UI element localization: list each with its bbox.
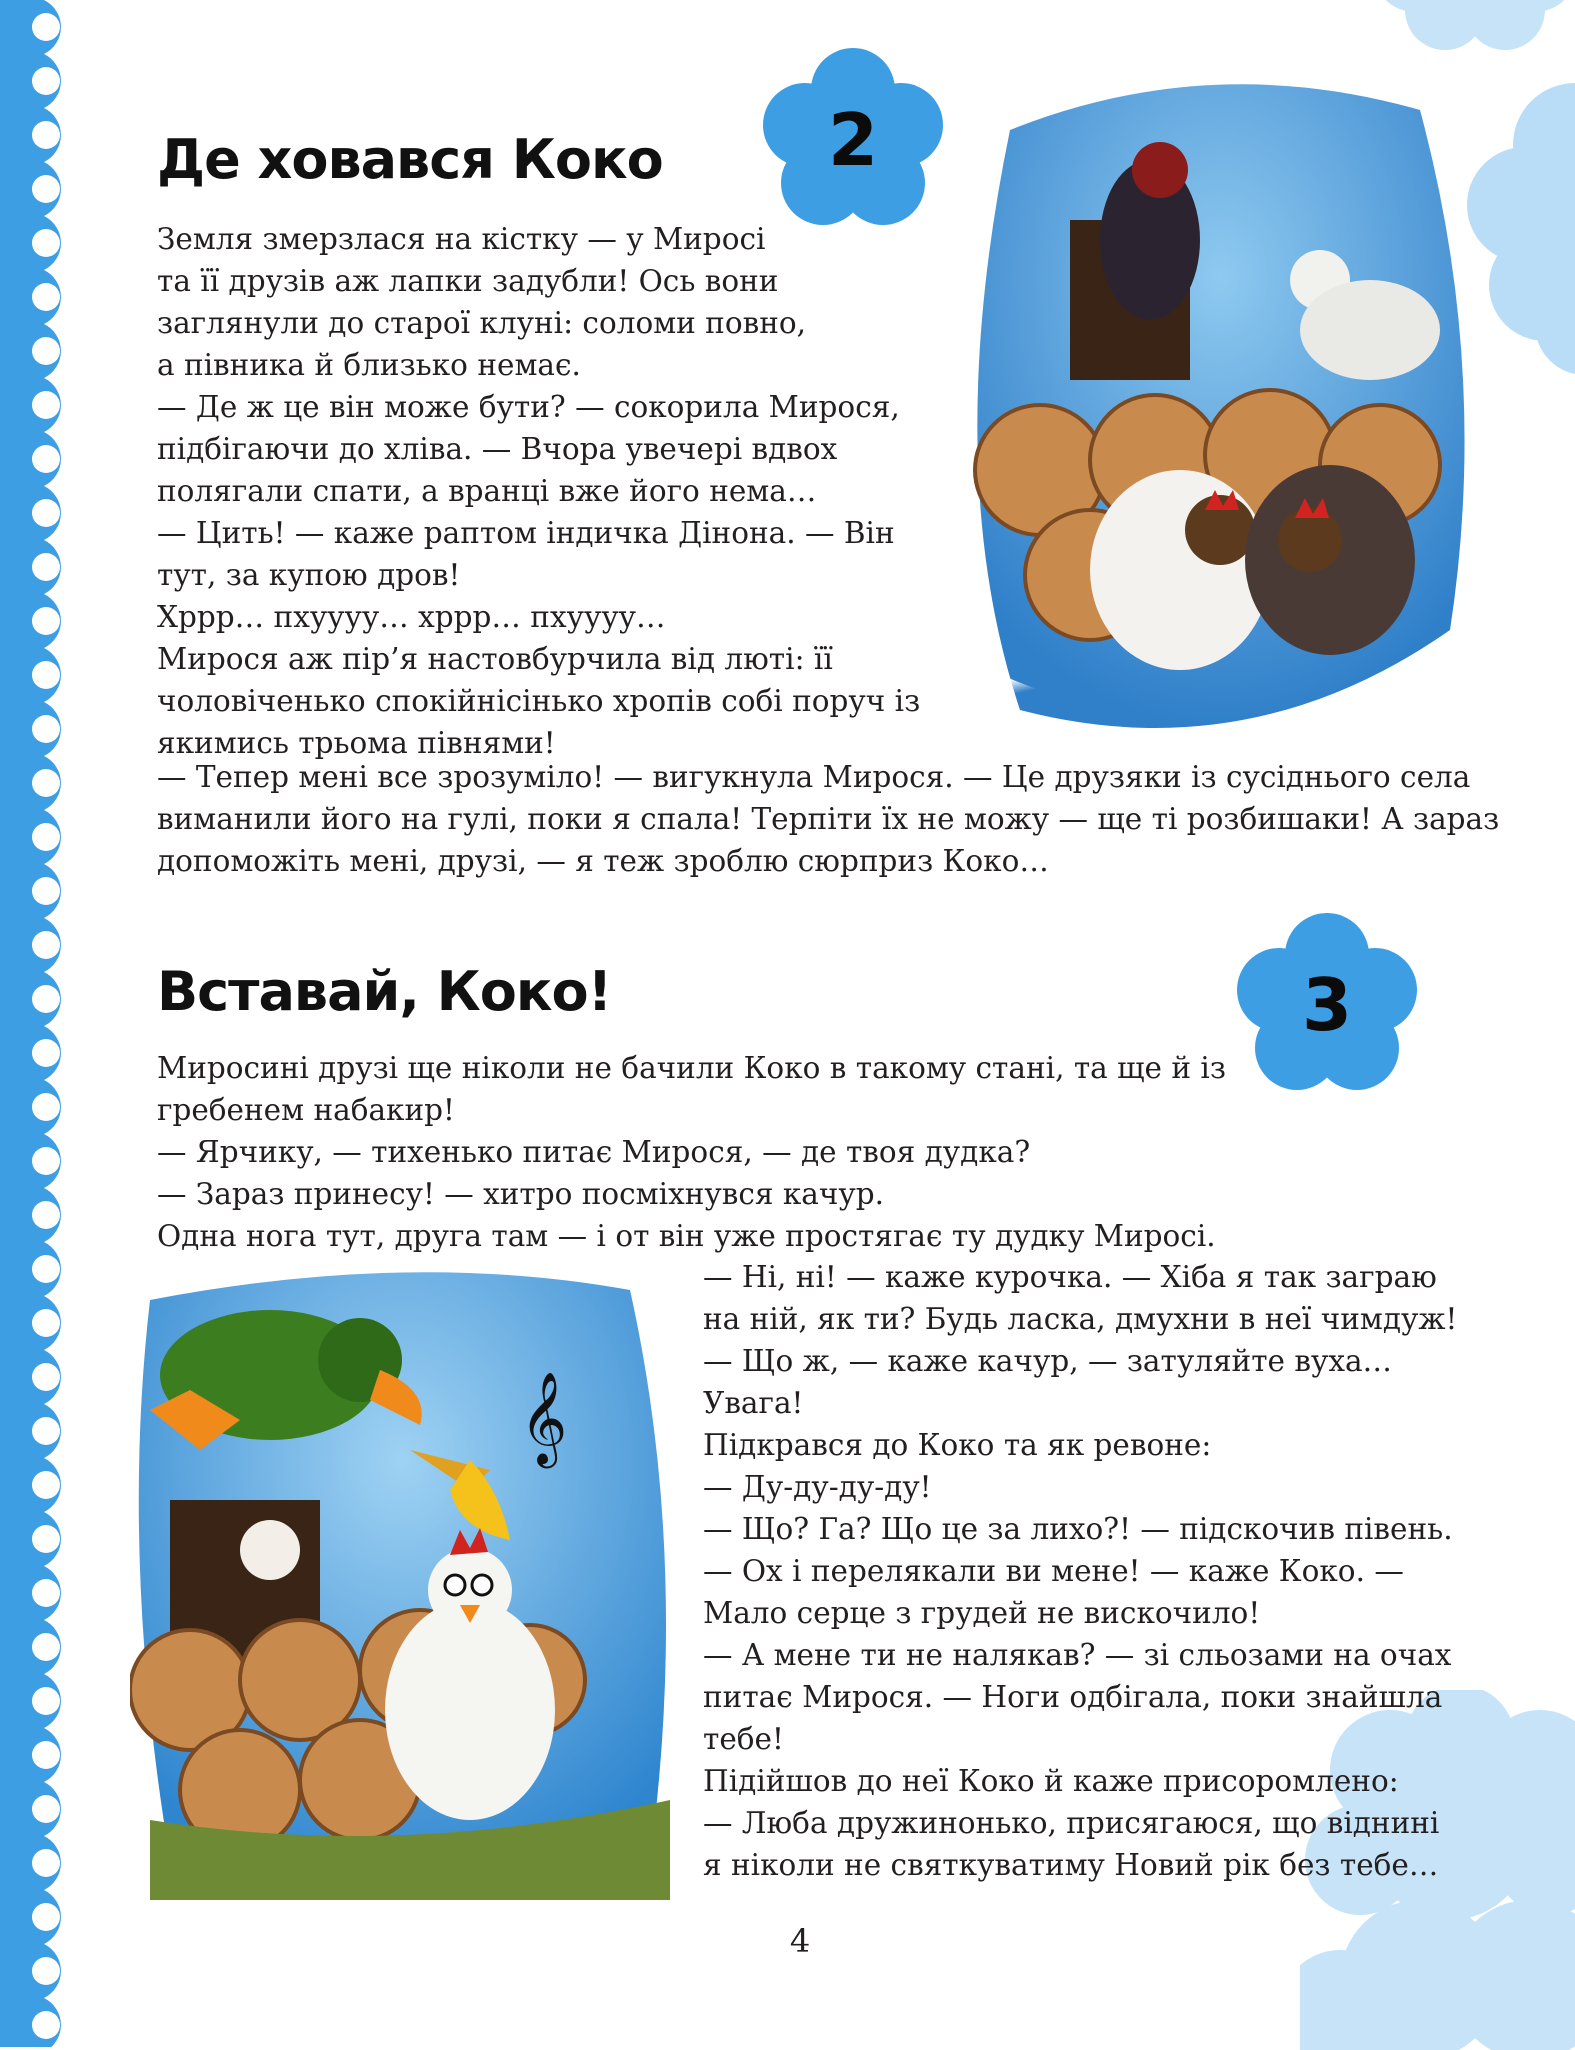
border-dot: [32, 1903, 60, 1931]
text-line: — Що? Га? Що це за лихо?! — підскочив півень.: [703, 1512, 1453, 1546]
text-line: — А мене ти не налякав? — зі сльозами на очах: [703, 1638, 1452, 1672]
text-line: полягали спати, а вранці вже його нема…: [157, 474, 817, 508]
section-3-number-badge: [1232, 910, 1422, 1100]
border-dot: [32, 391, 60, 419]
section-3-paragraph-right: [703, 1256, 1457, 1886]
border-dot: [32, 1741, 60, 1769]
text-line: я ніколи не святкуватиму Новий рік без тебе…: [703, 1848, 1439, 1882]
text-line: Підкрався до Коко та як ревоне:: [703, 1428, 1212, 1462]
text-line: тебе!: [703, 1722, 784, 1756]
border-dot: [32, 1201, 60, 1229]
border-dot: [32, 337, 60, 365]
section-2-title: Де ховався Коко: [157, 128, 663, 191]
text-line: Підійшов до неї Коко й каже присоромлено:: [703, 1764, 1399, 1798]
border-dot: [32, 1363, 60, 1391]
border-dot: [32, 823, 60, 851]
text-line: допоможіть мені, друзі, — я теж зроблю сюрприз Коко…: [157, 844, 1049, 878]
border-dot: [32, 1471, 60, 1499]
scalloped-border: [0, 0, 78, 2047]
text-line: — Зараз принесу! — хитро посміхнувся качур.: [157, 1177, 884, 1211]
section-2-number-badge: [758, 45, 948, 235]
illustration-duck-blowing-horn: [130, 1260, 700, 1920]
border-dot: [32, 985, 60, 1013]
text-line: — Ярчику, — тихенько питає Мирося, — де твоя дудка?: [157, 1135, 1031, 1169]
border-dot: [32, 769, 60, 797]
border-dot: [32, 445, 60, 473]
text-line: Хррр… пхуууу… хррр… пхуууу…: [157, 600, 666, 634]
page-number: 4: [789, 1922, 811, 1960]
section-3-paragraph: [157, 1047, 1226, 1257]
text-line: — Ні, ні! — каже курочка. — Хіба я так заграю: [703, 1260, 1437, 1294]
text-line: гребенем набакир!: [157, 1093, 455, 1127]
text-line: тут, за купою дров!: [157, 558, 461, 592]
text-line: Мало серце з грудей не вискочило!: [703, 1596, 1261, 1630]
border-dot: [32, 1687, 60, 1715]
border-dot: [32, 121, 60, 149]
border-dot: [32, 1093, 60, 1121]
text-line: виманили його на гулі, поки я спала! Терпіти їх не можу — ще ті розбишаки! А зараз: [157, 802, 1500, 836]
border-dot: [32, 283, 60, 311]
border-dot: [32, 175, 60, 203]
border-dot: [32, 499, 60, 527]
text-line: питає Мирося. — Ноги одбігала, поки знайшла: [703, 1680, 1443, 1714]
border-dot: [32, 607, 60, 635]
border-dot: [32, 1039, 60, 1067]
text-line: підбігаючи до хліва. — Вчора увечері вдвох: [157, 432, 838, 466]
text-line: — Ду-ду-ду-ду!: [703, 1470, 932, 1504]
border-dot: [32, 1309, 60, 1337]
border-dot: [32, 1255, 60, 1283]
border-dot: [32, 1795, 60, 1823]
illustration-birds-sleeping-by-firewood: [950, 70, 1470, 760]
text-line: — Люба дружинонько, присягаюся, що віднині: [703, 1806, 1440, 1840]
decorative-flower-top-right: [1355, 0, 1575, 50]
decorative-flower-right-top: [1465, 75, 1575, 375]
text-line: заглянули до старої клуні: соломи повно,: [157, 306, 807, 340]
text-line: Одна нога тут, друга там — і от він уже простягає ту дудку Миросі.: [157, 1219, 1216, 1253]
text-line: — Ох і перелякали ви мене! — каже Коко. —: [703, 1554, 1404, 1588]
text-line: — Цить! — каже раптом індичка Дінона. — Він: [157, 516, 895, 550]
border-dot: [32, 877, 60, 905]
section-2-number: 2: [827, 98, 879, 182]
text-line: Мирося аж пір’я настовбурчила від люті: її: [157, 642, 833, 676]
border-dot: [32, 661, 60, 689]
border-dot: [32, 1579, 60, 1607]
text-line: чоловіченько спокійнісінько хропів собі поруч із: [157, 684, 921, 718]
section-2-paragraph: [157, 218, 920, 764]
music-note-icon: 𝄞: [520, 1371, 568, 1464]
border-dot: [32, 1849, 60, 1877]
border-dot: [32, 67, 60, 95]
text-line: та її друзів аж лапки задубли! Ось вони: [157, 264, 779, 298]
border-dot: [32, 931, 60, 959]
border-dot: [32, 553, 60, 581]
text-line: Миросині друзі ще ніколи не бачили Коко в такому стані, та ще й із: [157, 1051, 1226, 1085]
text-line: якимись трьома півнями!: [157, 726, 556, 760]
border-dot: [32, 2011, 60, 2039]
border-dot: [32, 229, 60, 257]
border-dot: [32, 1525, 60, 1553]
border-dot: [32, 1633, 60, 1661]
text-line: на ній, як ти? Будь ласка, дмухни в неї чимдуж!: [703, 1302, 1458, 1336]
text-line: — Де ж це він може бути? — сокорила Мирося,: [157, 390, 900, 424]
text-line: Земля змерзлася на кістку — у Миросі: [157, 222, 766, 256]
border-dot: [32, 715, 60, 743]
section-2-paragraph-wide: [157, 756, 1499, 882]
section-3-title: Вставай, Коко!: [157, 960, 612, 1023]
section-3-number: 3: [1301, 963, 1353, 1047]
text-line: — Тепер мені все зрозуміло! — вигукнула Мирося. — Це друзяки із сусіднього села: [157, 760, 1471, 794]
text-line: Увага!: [703, 1386, 804, 1420]
border-dot: [32, 1147, 60, 1175]
border-dot: [32, 1417, 60, 1445]
border-dot: [32, 1957, 60, 1985]
text-line: а півника й близько немає.: [157, 348, 581, 382]
text-line: — Що ж, — каже качур, — затуляйте вуха…: [703, 1344, 1393, 1378]
border-dot: [32, 13, 60, 41]
